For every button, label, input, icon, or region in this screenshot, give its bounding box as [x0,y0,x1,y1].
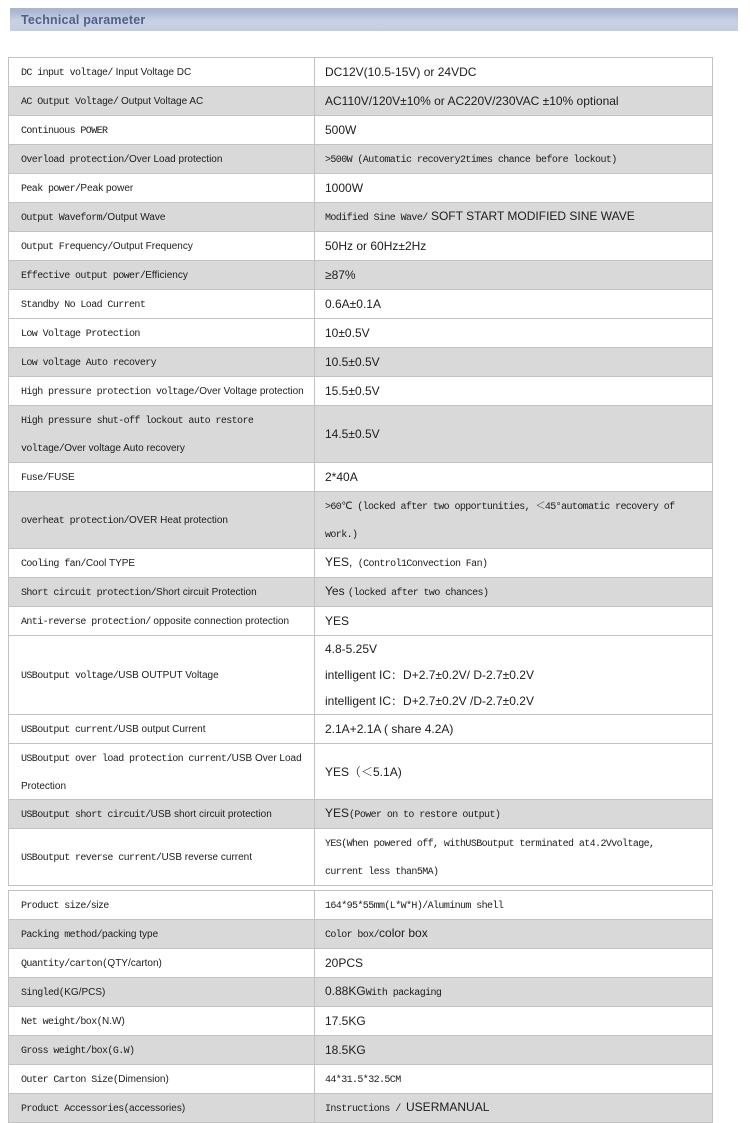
spec-label-text: Product Accessories( [21,1104,130,1115]
spec-label-text: Over voltage Auto recovery [64,443,185,454]
spec-value-text: 500W [325,123,357,137]
spec-label-text: Continuous POWER [21,126,108,137]
table-row [9,920,712,949]
table-row [9,636,712,715]
spec-label-cell [9,891,315,919]
spec-label-cell [9,87,315,115]
spec-label-cell [9,578,315,606]
spec-label-text: Output Frequency [112,241,193,252]
spec-label-cell [9,290,315,318]
spec-value-cell [315,715,712,743]
spec-label-cell [9,1094,315,1122]
spec-label-text: USB Over Load Protection [21,753,302,792]
spec-label-cell [9,978,315,1006]
table-row [9,715,712,744]
spec-label-text: Output Waveform/ [21,213,108,224]
spec-value-text: ≥87% [325,268,356,282]
spec-value-text: intelligent IC：D+2.7±0.2V /D-2.7±0.2V [325,694,534,708]
spec-value-text: AC110V/120V±10% or AC220V/230VAC ±10% optional [325,94,619,108]
spec-value-text: 14.5±0.5V [325,427,380,441]
table-row [9,261,712,290]
spec-value-cell [315,377,712,405]
table-row [9,232,712,261]
table-row [9,578,712,607]
spec-value-text: 2.1A+2.1A ( share 4.2A) [325,722,454,736]
table-row [9,145,712,174]
spec-value-text: 10.5±0.5V [325,355,380,369]
spec-label-cell [9,145,315,173]
spec-tables-container [8,57,713,1123]
spec-value-text: 0.6A±0.1A [325,297,381,311]
spec-label-cell [9,636,315,714]
spec-label-cell [9,116,315,144]
spec-value-text: (Power on to restore output) [349,810,501,821]
spec-label-text: QTY/carton) [107,958,162,969]
spec-label-text: Output Wave [107,212,166,223]
table-row [9,1065,712,1094]
spec-label-text: Quantity/carton( [21,959,108,970]
spec-label-text: Output Frequency/ [21,242,113,253]
table-row [9,1036,712,1065]
spec-label-text: Efficiency [145,270,188,281]
spec-label-text: Input Voltage DC [112,67,192,78]
spec-value-text: current less than5MA) [325,867,439,878]
spec-label-text: Anti-reverse protection/ [21,617,151,628]
spec-value-text: 164*95*55mm(L*W*H)/Aluminum shell [325,901,504,912]
spec-value-cell [315,920,712,948]
spec-label-text: Net weight/box( [21,1017,103,1028]
table-row [9,377,712,406]
spec-label-text: size [91,900,110,911]
spec-value-cell [315,261,712,289]
spec-value-cell [315,174,712,202]
table-row [9,203,712,232]
spec-value-cell [315,492,712,548]
spec-value-cell [315,800,712,828]
spec-label-cell [9,800,315,828]
spec-label-text: USB reverse current [161,852,253,863]
spec-label-cell [9,829,315,885]
spec-value-cell [315,891,712,919]
spec-value-text: YES（＜5.1A) [325,764,402,779]
spec-label-cell [9,607,315,635]
spec-label-cell [9,949,315,977]
spec-label-text: Outer Carton Size( [21,1075,119,1086]
section-title: Technical parameter [21,12,146,27]
spec-value-cell [315,578,712,606]
table-row [9,1007,712,1036]
spec-label-cell [9,549,315,577]
spec-label-text: Cool TYPE [85,558,136,569]
spec-label-cell [9,744,315,799]
table-row [9,607,712,636]
spec-value-cell [315,87,712,115]
table-row [9,978,712,1007]
spec-label-text: FUSE [48,472,75,483]
spec-label-cell [9,232,315,260]
spec-label-cell [9,463,315,491]
spec-value-cell [315,463,712,491]
spec-value-cell [315,607,712,635]
spec-value-text: YES [325,614,350,628]
spec-value-text: >60℃ (locked after two opportunities, ＜45°automatic recovery of [325,502,675,513]
spec-label-cell [9,319,315,347]
spec-label-text: High pressure protection voltage/ [21,387,200,398]
spec-label-text: Dimension) [118,1074,169,1085]
table-row [9,800,712,829]
spec-value-text: (locked after two chances) [347,588,489,599]
spec-label-text: DC input voltage/ [21,68,113,79]
spec-value-cell [315,1094,712,1122]
spec-label-text: Output Voltage AC [118,96,204,107]
table-row [9,87,712,116]
spec-value-cell [315,319,712,347]
table-row [9,116,712,145]
spec-label-text: Peak power/ [21,184,81,195]
spec-label-text: USBoutput short circuit/ [21,810,151,821]
spec-value-cell [315,549,712,577]
spec-value-text: Instructions / [325,1104,407,1115]
spec-value-text: work.) [325,530,358,541]
spec-value-text: YES(When powered off, withUSBoutput terminated at4.2Vvoltage, [325,839,655,850]
table-row [9,58,712,87]
spec-label-text: USBoutput reverse current/ [21,853,162,864]
spec-label-text: opposite connection protection [150,616,290,627]
spec-label-cell [9,406,315,462]
spec-label-text: AC Output Voltage/ [21,97,119,108]
spec-label-text: USBoutput current/ [21,725,119,736]
spec-value-cell [315,203,712,231]
section-header [10,8,738,31]
spec-value-text: YES [325,806,350,820]
spec-value-cell [315,145,712,173]
spec-label-text: Short circuit protection/ [21,588,157,599]
spec-value-text: 1000W [325,181,364,195]
spec-value-text: 0.88KG [325,984,366,998]
spec-value-text: Modified Sine Wave/ [325,213,428,224]
spec-label-text: packing type [102,929,159,940]
spec-value-text: 17.5KG [325,1014,366,1028]
spec-value-text: 4.8-5.25V [325,642,378,656]
spec-label-text: Low Voltage Protection [21,329,140,340]
spec-label-cell [9,1065,315,1093]
spec-label-text: Product size/ [21,901,92,912]
spec-value-cell [315,636,712,714]
spec-label-text: USBoutput voltage/ [21,671,119,682]
spec-label-text: N.W) [102,1016,125,1027]
spec-label-text: High pressure shut-off lockout auto restore voltage/ [21,416,254,455]
spec-label-text: Effective output power/ [21,271,146,282]
spec-value-text: 18.5KG [325,1043,366,1057]
spec-label-cell [9,348,315,376]
spec-label-text: USB short circuit protection [150,809,272,820]
table-row [9,319,712,348]
spec-value-text: USERMANUAL [406,1100,490,1114]
spec-value-text: color box [379,926,428,940]
spec-value-cell [315,290,712,318]
spec-label-cell [9,174,315,202]
spec-table-packaging [8,890,713,1123]
table-row [9,290,712,319]
spec-value-text: (Control1Convection Fan) [352,559,488,570]
spec-value-text: 15.5±0.5V [325,384,380,398]
spec-label-text: Gross weight/box(G.W) [21,1046,135,1057]
spec-value-text: 10±0.5V [325,326,370,340]
spec-value-cell [315,116,712,144]
spec-label-cell [9,492,315,548]
spec-value-cell [315,1036,712,1064]
spec-value-cell [315,232,712,260]
spec-label-cell [9,377,315,405]
spec-label-cell [9,58,315,86]
spec-label-text: Over Voltage protection [199,386,304,397]
spec-value-cell [315,406,712,462]
spec-label-text: Overload protection/ [21,155,130,166]
table-row [9,174,712,203]
spec-value-cell [315,949,712,977]
spec-label-cell [9,920,315,948]
table-row [9,549,712,578]
spec-label-text: accessories) [129,1103,186,1114]
spec-value-cell [315,348,712,376]
spec-label-cell [9,261,315,289]
spec-label-text: Singled( [21,988,65,999]
spec-label-cell [9,203,315,231]
spec-value-cell [315,1007,712,1035]
table-row [9,829,712,886]
spec-label-text: KG/PCS) [64,987,106,998]
spec-value-text: >500W (Automatic recovery2times chance before lockout) [325,155,617,166]
table-row [9,949,712,978]
spec-label-text: Over Load protection [129,154,223,165]
table-row [9,891,712,920]
spec-label-text: Low voltage Auto recovery [21,358,157,369]
spec-value-text: intelligent IC：D+2.7±0.2V/ D-2.7±0.2V [325,668,534,682]
spec-label-text: Packing method/ [21,930,103,941]
spec-value-cell [315,978,712,1006]
spec-label-text: OVER Heat protection [129,515,228,526]
spec-table-electrical [8,57,713,886]
spec-label-text: overheat protection/ [21,516,130,527]
spec-value-cell [315,829,712,885]
spec-label-text: USB OUTPUT Voltage [118,670,219,681]
spec-value-cell [315,744,712,799]
spec-value-text: SOFT START MODIFIED SINE WAVE [427,209,635,223]
table-row [9,406,712,463]
table-row [9,463,712,492]
spec-value-text: 44*31.5*32.5CM [325,1075,401,1086]
spec-label-text: Fuse/ [21,473,49,484]
spec-label-text: Peak power [80,183,134,194]
table-row [9,744,712,800]
spec-label-text: Standby No Load Current [21,300,146,311]
spec-value-text: YES, [325,555,353,569]
spec-label-cell [9,1036,315,1064]
table-row [9,348,712,377]
spec-value-cell [315,58,712,86]
spec-label-text: Cooling fan/ [21,559,86,570]
spec-value-text: 2*40A [325,470,358,484]
spec-value-cell [315,1065,712,1093]
spec-value-text: With packaging [365,988,442,999]
spec-value-text: 50Hz or 60Hz±2Hz [325,239,427,253]
spec-label-cell [9,715,315,743]
spec-label-text: Short circuit Protection [156,587,257,598]
spec-value-text: Color box/ [325,930,380,941]
spec-value-text: 20PCS [325,956,364,970]
spec-label-text: USBoutput over load protection current/ [21,754,232,765]
table-row [9,492,712,549]
spec-label-cell [9,1007,315,1035]
table-row [9,1094,712,1123]
spec-value-text: Yes [325,584,348,598]
spec-label-text: USB output Current [118,724,206,735]
spec-value-text: DC12V(10.5-15V) or 24VDC [325,65,477,79]
